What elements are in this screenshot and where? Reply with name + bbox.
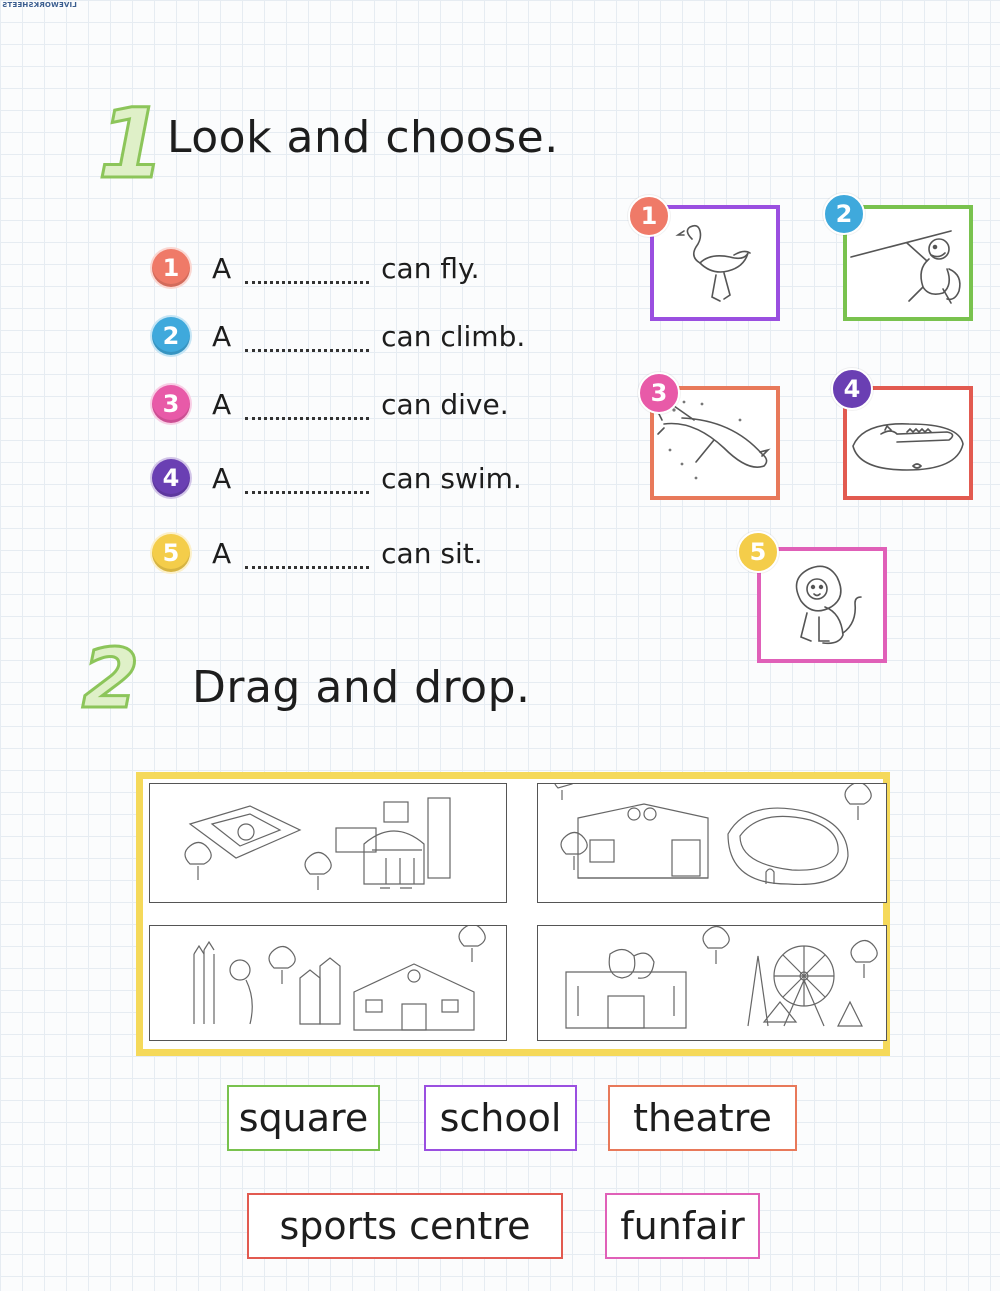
sports-centre-scene[interactable] (537, 783, 887, 903)
question-text: can swim. (381, 461, 522, 495)
picture-badge: 4 (831, 368, 873, 410)
picture-badge: 1 (628, 195, 670, 237)
answer-blank[interactable] (245, 403, 369, 420)
question-row-4 (150, 456, 522, 500)
question-text: can dive. (381, 387, 509, 421)
funfair-theatre-scene[interactable] (537, 925, 887, 1041)
question-row-1 (150, 246, 479, 290)
school-illustration (150, 926, 506, 1040)
question-row-3 (150, 382, 509, 426)
answer-blank[interactable] (245, 335, 369, 352)
monkey-icon (847, 209, 969, 317)
sports-centre-illustration (538, 784, 886, 902)
funfair-theatre-illustration (538, 926, 886, 1040)
question-text: can sit. (381, 536, 483, 570)
crocodile-icon (847, 390, 969, 496)
word-tile-funfair[interactable]: funfair (605, 1193, 760, 1259)
school-scene[interactable] (149, 925, 507, 1041)
word-tile-square[interactable]: square (227, 1085, 380, 1151)
picture-4 (843, 375, 973, 500)
square-illustration (150, 784, 506, 902)
scene-frame (136, 772, 890, 1056)
article: A (212, 461, 232, 495)
picture-5 (749, 538, 887, 663)
picture-2 (835, 200, 973, 321)
question-text: can fly. (381, 251, 480, 285)
square-scene[interactable] (149, 783, 507, 903)
picture-3 (650, 379, 780, 500)
picture-badge: 3 (638, 372, 680, 414)
word-tile-theatre[interactable]: theatre (608, 1085, 797, 1151)
article: A (212, 319, 232, 353)
picture-badge: 2 (823, 193, 865, 235)
watermark: LIVEWORKSHEETS (2, 1, 77, 9)
section-title-2: Drag and drop. (192, 662, 531, 713)
picture-badge: 5 (737, 531, 779, 573)
answer-blank[interactable] (245, 477, 369, 494)
number-badge: 5 (150, 532, 192, 574)
article: A (212, 536, 232, 570)
lion-icon (761, 551, 883, 659)
answer-blank[interactable] (245, 267, 369, 284)
number-badge: 1 (150, 247, 192, 289)
section-number-1: 1 (98, 88, 165, 200)
word-tile-school[interactable]: school (424, 1085, 577, 1151)
question-text: can climb. (381, 319, 526, 353)
question-row-2 (150, 314, 525, 358)
number-badge: 4 (150, 457, 192, 499)
section-number-2: 2 (82, 632, 140, 727)
number-badge: 2 (150, 315, 192, 357)
flamingo-icon (654, 209, 776, 317)
answer-blank[interactable] (245, 552, 369, 569)
number-badge: 3 (150, 383, 192, 425)
question-row-5 (150, 531, 483, 575)
article: A (212, 251, 232, 285)
word-tile-sports-centre[interactable]: sports centre (247, 1193, 563, 1259)
section-title-1: Look and choose. (167, 112, 559, 163)
article: A (212, 387, 232, 421)
picture-1 (640, 202, 780, 321)
